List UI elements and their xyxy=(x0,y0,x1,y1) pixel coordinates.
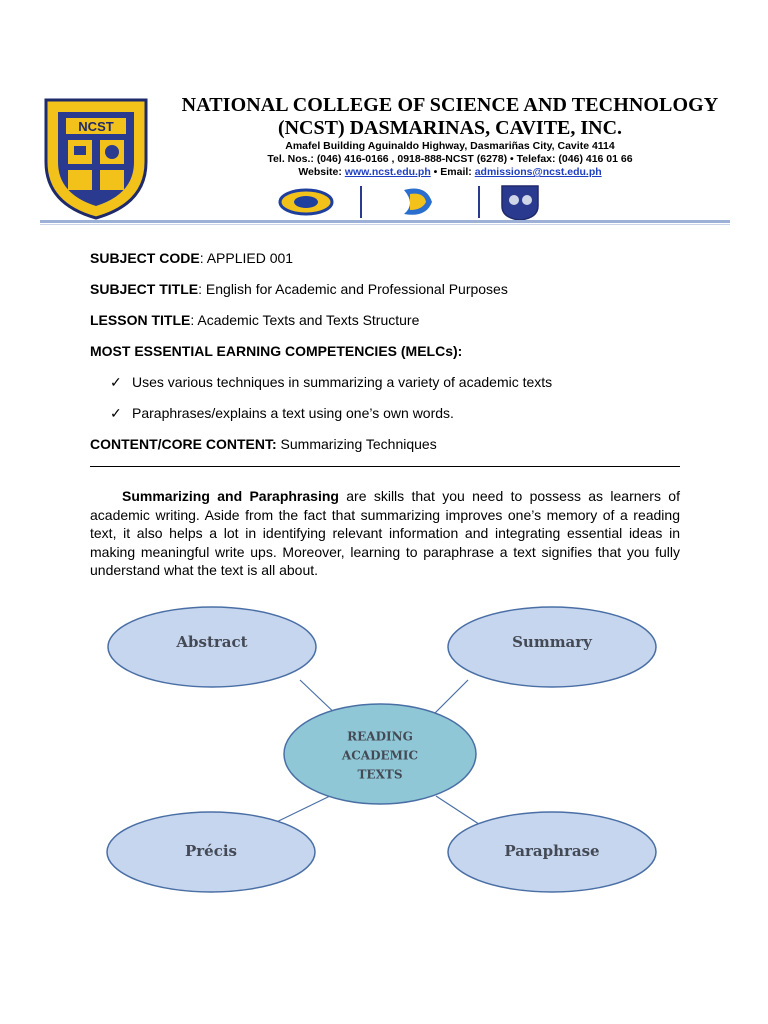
badge-divider-1 xyxy=(360,186,362,218)
lesson-title-label: LESSON TITLE xyxy=(90,312,191,328)
node-paraphrase xyxy=(448,812,656,892)
lesson-title-value: : Academic Texts and Texts Structure xyxy=(190,312,420,328)
subject-code-value: : APPLIED 001 xyxy=(199,250,294,266)
node-center-line3: TEXTS xyxy=(357,767,403,782)
website-link[interactable]: www.ncst.edu.ph xyxy=(344,166,431,178)
subject-code xyxy=(90,250,293,266)
node-paraphrase-label: Paraphrase xyxy=(504,842,600,860)
subject-code-label: SUBJECT CODE xyxy=(90,250,200,266)
melcs-label: MOST ESSENTIAL EARNING COMPETENCIES (MELCs): xyxy=(90,343,463,359)
paragraph-lead: Summarizing and Paraphrasing xyxy=(122,488,339,504)
competency-item xyxy=(110,405,454,422)
node-abstract-label: Abstract xyxy=(176,633,248,651)
core-content-label: CONTENT/CORE CONTENT: xyxy=(90,436,277,452)
badge-1-icon xyxy=(280,190,332,214)
email-label: • Email: xyxy=(430,166,475,178)
accreditation-badges xyxy=(276,182,596,222)
diagram-nodes xyxy=(107,607,656,892)
node-summary-label: Summary xyxy=(512,633,592,651)
header-divider-thin xyxy=(40,224,730,225)
badge-3-icon xyxy=(502,186,538,220)
ncst-logo xyxy=(36,92,156,222)
school-telephone: Tel. Nos.: (046) 416-0166 , 0918-888-NCST (6278) • Telefax: (046) 416 01 66 xyxy=(267,153,633,165)
lesson-title xyxy=(90,312,419,328)
node-summary xyxy=(448,607,656,687)
logo-text: NCST xyxy=(78,119,114,134)
checkmark-icon: ✓ xyxy=(110,405,122,421)
node-center-line2: ACADEMIC xyxy=(341,748,419,763)
school-address: Amafel Building Aguinaldo Highway, Dasmariñas City, Cavite 4114 xyxy=(285,140,615,152)
node-center-line1: READING xyxy=(347,729,413,744)
connector-summary xyxy=(430,680,468,718)
section-divider xyxy=(90,466,680,467)
node-precis xyxy=(107,812,315,892)
core-content xyxy=(90,436,437,452)
node-abstract xyxy=(108,607,316,687)
competency-text: Uses various techniques in summarizing a variety of academic texts xyxy=(132,374,553,390)
subject-title-label: SUBJECT TITLE xyxy=(90,281,199,297)
header-divider xyxy=(40,220,730,223)
node-precis-label: Précis xyxy=(184,842,238,860)
school-name-line2: (NCST) DASMARINAS, CAVITE, INC. xyxy=(277,117,623,139)
school-web-contact xyxy=(150,166,750,178)
core-content-value: Summarizing Techniques xyxy=(276,436,437,452)
checkmark-icon: ✓ xyxy=(110,374,122,390)
badge-divider-2 xyxy=(478,186,480,218)
badge-2-icon xyxy=(404,189,432,215)
paragraph-text: are skills that you need to possess as learners of academic writing. Aside from the fact that summarizing improves one’s memory of a reading text, it also helps a lot in identifying relevant information and integrating essential ideas in making meaningful write ups. Moreover, learning to paraphrase a text signifies that you fully understand what the text is all about. xyxy=(90,488,680,579)
node-center xyxy=(284,704,476,804)
school-name-line1: NATIONAL COLLEGE OF SCIENCE AND TECHNOLOGY xyxy=(181,94,719,116)
melcs-heading xyxy=(90,343,462,359)
email-link[interactable]: admissions@ncst.edu.ph xyxy=(474,166,602,178)
competency-text: Paraphrases/explains a text using one’s own words. xyxy=(132,405,454,421)
competency-item xyxy=(110,374,552,391)
subject-title-value: : English for Academic and Professional Purposes xyxy=(198,281,508,297)
intro-paragraph xyxy=(90,487,680,580)
subject-title xyxy=(90,281,508,297)
website-label: Website: xyxy=(298,166,345,178)
reading-texts-diagram xyxy=(0,600,768,920)
